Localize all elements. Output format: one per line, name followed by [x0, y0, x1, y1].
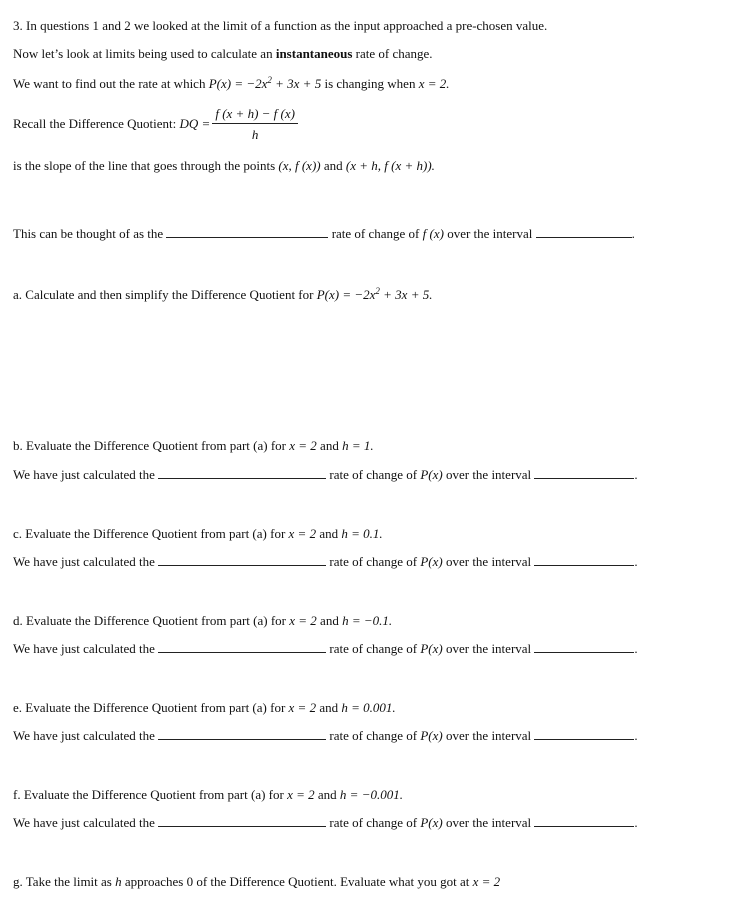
- followup-px: P(x): [420, 467, 443, 482]
- part-e: [13, 700, 396, 716]
- part-e-rate-blank[interactable]: [158, 728, 326, 740]
- part-g-h: h: [115, 874, 122, 889]
- point-2: (x + h, f (x + h)).: [345, 158, 435, 173]
- part-d-h: h = −0.1.: [342, 613, 393, 628]
- part-f-h: h = −0.001.: [339, 787, 403, 802]
- part-a-function-main: P(x) = −2x: [316, 287, 376, 302]
- intro-text-3: We want to find out the rate at which: [13, 76, 209, 91]
- part-d-x: x = 2: [289, 613, 317, 628]
- followup-end: over the interval: [442, 815, 535, 830]
- followup-text: We have just calculated the: [13, 641, 159, 656]
- followup-px: P(x): [420, 815, 443, 830]
- intro-and: and: [320, 158, 346, 173]
- part-a-exponent: 2: [375, 286, 380, 296]
- function-p: [209, 76, 322, 91]
- rate-type-blank[interactable]: [166, 226, 328, 238]
- intro-line-6: This can be thought of as the rate of change of f (x) over the interval .: [13, 226, 635, 241]
- intro-text-1: 3. In questions 1 and 2 we looked at the limit of a function as the input approached a pre-chosen value.: [13, 18, 548, 33]
- part-f-label: f. Evaluate the Difference Quotient from part (a) for: [13, 787, 288, 802]
- part-a-text: a. Calculate and then simplify the Difference Quotient for: [13, 287, 317, 302]
- intro-text-6-mid: rate of change of: [328, 226, 423, 241]
- part-b-h: h = 1.: [342, 438, 374, 453]
- part-e-followup: We have just calculated the rate of change of P(x) over the interval .: [13, 728, 638, 743]
- part-a: [13, 287, 432, 303]
- part-g-text: g. Take the limit as: [13, 874, 116, 889]
- part-g: [13, 874, 500, 890]
- part-c-followup: We have just calculated the rate of change of P(x) over the interval .: [13, 554, 638, 569]
- followup-mid: rate of change of: [326, 554, 421, 569]
- intro-line-2: [13, 46, 433, 62]
- part-a-function-rest: + 3x + 5.: [379, 287, 433, 302]
- part-d-rate-blank[interactable]: [158, 641, 326, 653]
- followup-px: P(x): [420, 641, 443, 656]
- part-a-function: [317, 287, 433, 302]
- point-1: (x, f (x)): [278, 158, 321, 173]
- part-d-and: and: [316, 613, 343, 628]
- intro-text-2: Now let’s look at limits being used to calculate an: [13, 46, 276, 61]
- followup-end: over the interval: [442, 554, 535, 569]
- function-p-rest: + 3x + 5: [271, 76, 322, 91]
- part-c-and: and: [316, 526, 342, 541]
- part-e-x: x = 2: [288, 700, 317, 715]
- part-d-label: d. Evaluate the Difference Quotient from part (a) for: [13, 613, 290, 628]
- followup-text: We have just calculated the: [13, 467, 159, 482]
- intro-text-6: This can be thought of as the: [13, 226, 167, 241]
- intro-line-5: [13, 158, 435, 174]
- dq-label: DQ =: [179, 116, 211, 131]
- intro-line-1: [13, 18, 547, 34]
- followup-end: over the interval: [442, 467, 535, 482]
- followup-mid: rate of change of: [326, 467, 421, 482]
- part-b-and: and: [316, 438, 343, 453]
- part-f: [13, 787, 403, 803]
- part-d-followup: We have just calculated the rate of change of P(x) over the interval .: [13, 641, 638, 656]
- followup-text: We have just calculated the: [13, 815, 159, 830]
- function-p-exponent: 2: [267, 75, 272, 85]
- function-p-main: P(x) = −2x: [208, 76, 268, 91]
- part-b-followup: We have just calculated the rate of change of P(x) over the interval .: [13, 467, 638, 482]
- instantaneous-bold: instantaneous: [275, 46, 353, 61]
- difference-quotient-fraction: [212, 106, 298, 142]
- part-c-h: h = 0.1.: [341, 526, 383, 541]
- fraction-numerator: f (x + h) − f (x): [212, 106, 298, 124]
- part-f-interval-blank[interactable]: [534, 815, 634, 827]
- part-d-interval-blank[interactable]: [534, 641, 634, 653]
- intro-text-2-end: rate of change.: [352, 46, 433, 61]
- part-c-x: x = 2: [288, 526, 317, 541]
- part-c-rate-blank[interactable]: [158, 554, 326, 566]
- followup-mid: rate of change of: [326, 728, 421, 743]
- part-c-interval-blank[interactable]: [534, 554, 634, 566]
- part-b: [13, 438, 374, 454]
- part-f-followup: We have just calculated the rate of change of P(x) over the interval .: [13, 815, 638, 830]
- part-f-and: and: [314, 787, 340, 802]
- part-b-x: x = 2: [289, 438, 317, 453]
- part-g-x: x = 2: [472, 874, 501, 889]
- intro-text-6-end: over the interval: [443, 226, 536, 241]
- followup-end: over the interval: [442, 728, 535, 743]
- part-g-mid: approaches 0 of the Difference Quotient. Evaluate what you got at: [121, 874, 473, 889]
- part-c-label: c. Evaluate the Difference Quotient from part (a) for: [13, 526, 289, 541]
- intro-line-4: [13, 106, 298, 142]
- intro-text-5: is the slope of the line that goes through the points: [13, 158, 279, 173]
- f-of-x: f (x): [422, 226, 444, 241]
- part-d: [13, 613, 392, 629]
- part-e-interval-blank[interactable]: [534, 728, 634, 740]
- followup-mid: rate of change of: [326, 815, 421, 830]
- followup-mid: rate of change of: [326, 641, 421, 656]
- followup-px: P(x): [420, 554, 443, 569]
- intro-text-3-mid: is changing when: [321, 76, 419, 91]
- intro-line-3: [13, 76, 450, 92]
- part-b-label: b. Evaluate the Difference Quotient from part (a) for: [13, 438, 290, 453]
- part-e-and: and: [316, 700, 342, 715]
- followup-end: over the interval: [442, 641, 535, 656]
- part-c: [13, 526, 383, 542]
- followup-text: We have just calculated the: [13, 554, 159, 569]
- followup-px: P(x): [420, 728, 443, 743]
- fraction-denominator: h: [251, 127, 259, 142]
- followup-text: We have just calculated the: [13, 728, 159, 743]
- part-f-x: x = 2: [287, 787, 315, 802]
- part-f-rate-blank[interactable]: [158, 815, 326, 827]
- part-e-label: e. Evaluate the Difference Quotient from part (a) for: [13, 700, 289, 715]
- intro-text-4: Recall the Difference Quotient:: [13, 116, 180, 131]
- condition-x: x = 2.: [418, 76, 450, 91]
- part-e-h: h = 0.001.: [341, 700, 396, 715]
- part-b-interval-blank[interactable]: [534, 467, 634, 479]
- part-b-rate-blank[interactable]: [158, 467, 326, 479]
- interval-blank[interactable]: [536, 226, 632, 238]
